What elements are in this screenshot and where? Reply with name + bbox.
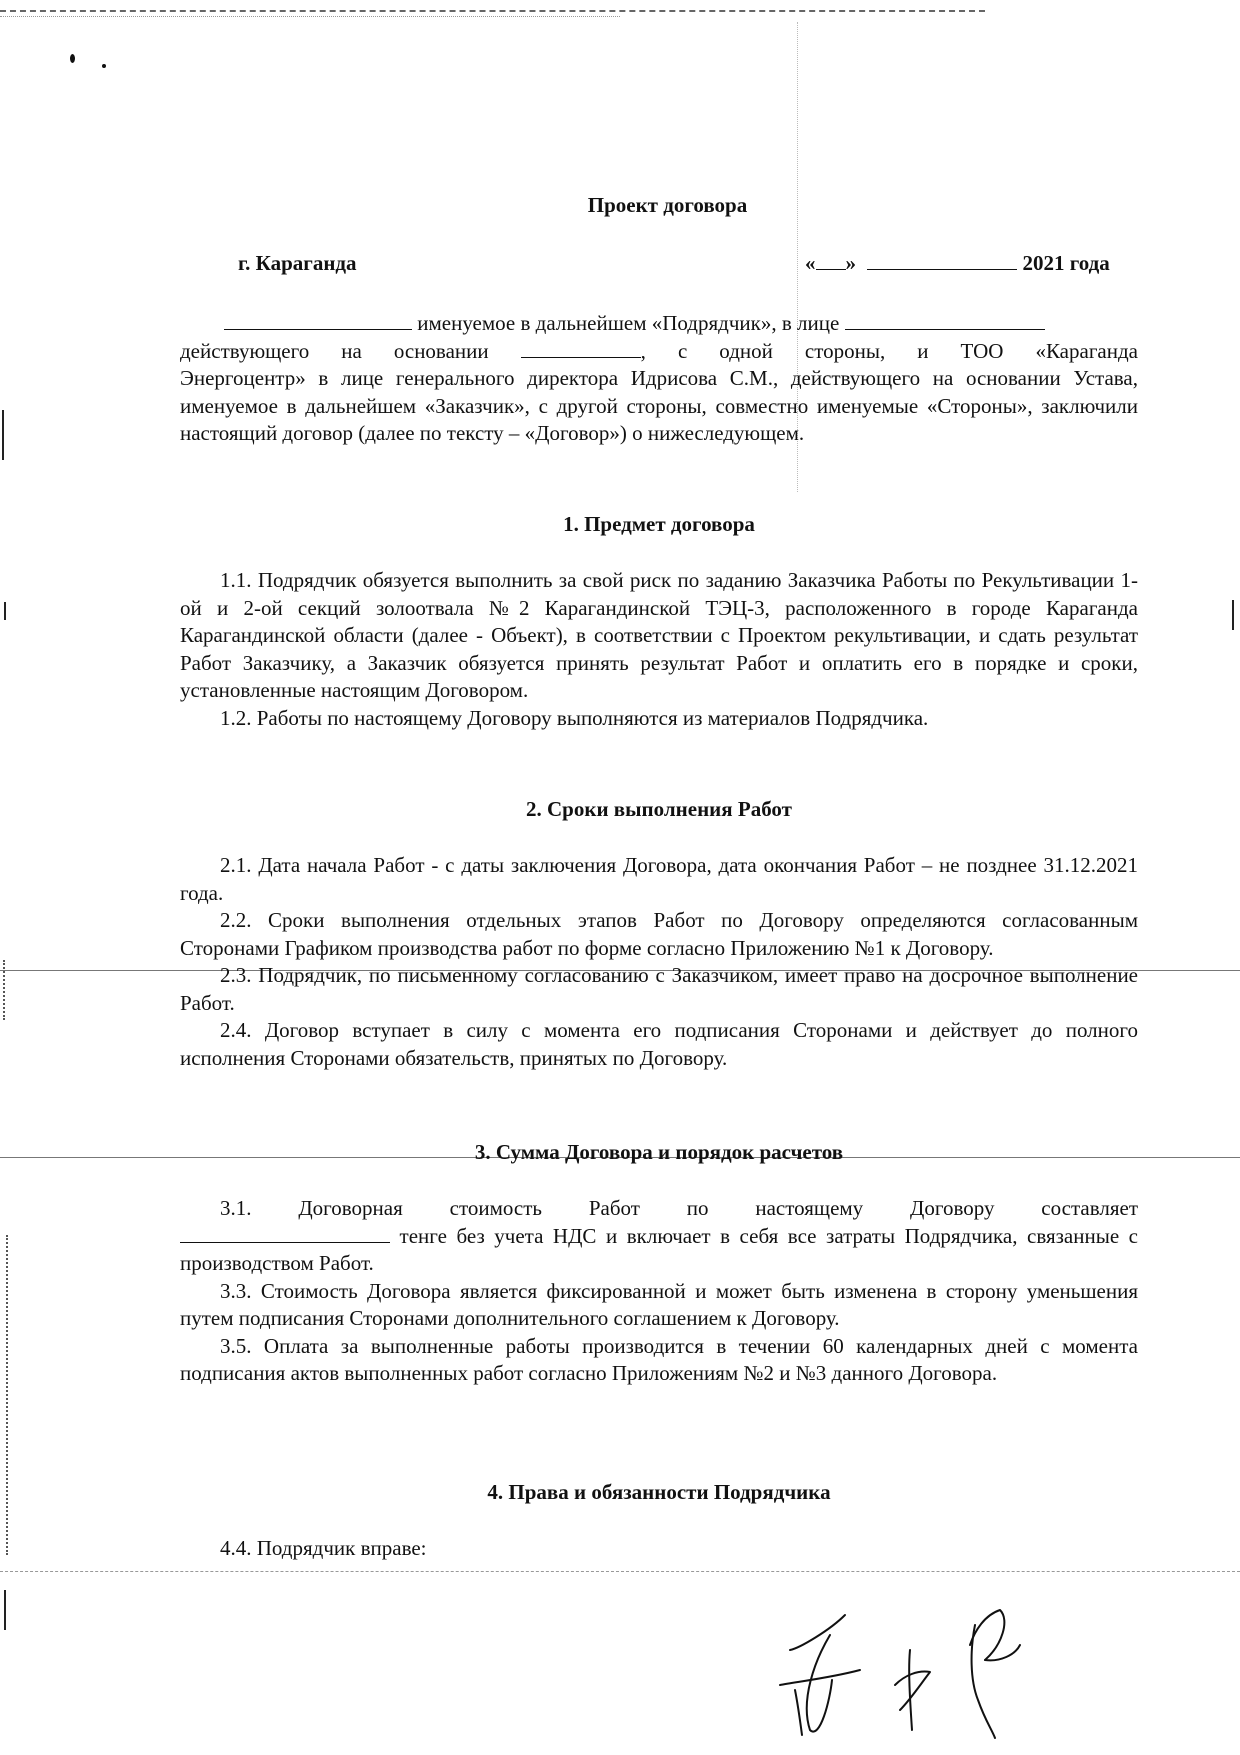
clause-4-4: 4.4. Подрядчик вправе:: [220, 1536, 427, 1560]
clause-2-2: 2.2. Сроки выполнения отдельных этапов Работ по Договору определяются согласованным Сторонами Графиком производства работ по форме согласно Приложению №1 к Договору.: [180, 908, 1138, 960]
preamble-line2-b: , с одной стороны, и ТОО «Караганда: [640, 338, 1139, 363]
document-title: Проект договора: [587, 193, 748, 217]
scan-edge-mark: [4, 602, 6, 620]
clause-3-5: 3.5. Оплата за выполненные работы производится в течении 60 календарных дней с момента подписания актов выполненных работ согласно Приложениям №2 и №3 данного Договора.: [180, 1333, 1138, 1385]
contractor-rep-blank: [845, 311, 1045, 330]
contractor-basis-blank: [521, 339, 641, 358]
clause-2-3: 2.3. Подрядчик, по письменному согласованию с Заказчиком, имеет право на досрочное выполнение Работ.: [180, 963, 1138, 1015]
scan-edge-mark: [6, 1235, 8, 1555]
date-day-blank: [816, 251, 846, 270]
preamble: [180, 310, 1138, 448]
scan-artifact-horizontal-line: [0, 1571, 1240, 1572]
contract-amount-blank: [180, 1224, 390, 1243]
preamble-line1: именуемое в дальнейшем «Подрядчик», в лице: [417, 311, 840, 335]
section-4-body: [180, 1535, 1138, 1563]
section-1-heading: 1. Предмет договора: [563, 512, 755, 536]
scan-edge-mark: [2, 410, 4, 460]
section-3-heading: 3. Сумма Договора и порядок расчетов: [474, 1140, 844, 1164]
clause-1-2: 1.2. Работы по настоящему Договору выполняются из материалов Подрядчика.: [220, 705, 929, 730]
preamble-line2-a: действующего на основании: [180, 338, 489, 363]
clause-1-1: 1.1. Подрядчик обязуется выполнить за свой риск по заданию Заказчика Работы по Рекультивации 1-ой и 2-ой секций золоотвала №2 Карагандинской ТЭЦ-3, расположенного в городе Караганда Карагандинской области (далее - Объект), в соответствии с Проектом рекультивации, и сдать результат Работ Заказчику, а Заказчик обязуется принять результат Работ и оплатить его в порядке и сроки, установленные настоящим Договором.: [180, 568, 1138, 702]
clause-2-1: 2.1. Дата начала Работ - с даты заключения Договора, дата окончания Работ – не позднее 31.12.2021 года.: [180, 853, 1138, 905]
section-3-body: [180, 1195, 1138, 1388]
clause-3-3: 3.3. Стоимость Договора является фиксированной и может быть изменена в сторону уменьшения путем подписания Сторонами дополнительного соглашением к Договору.: [180, 1278, 1138, 1330]
city-label: г. Караганда: [238, 251, 357, 275]
date-year: 2021 года: [1022, 251, 1110, 275]
clause-3-1-rest: тенге без учета НДС и включает в себя все затраты Подрядчика, связанные с производством Работ.: [180, 1223, 1138, 1275]
date-quote-open: «: [805, 251, 816, 275]
scan-artifact-top-line: [0, 10, 985, 12]
scan-edge-mark: [4, 1590, 6, 1630]
scan-speck: [102, 64, 106, 68]
section-2-body: [180, 852, 1138, 1072]
preamble-rest: Энергоцентр» в лице генерального директора Идрисова С.М., действующего на основании Устава, именуемое в дальнейшем «Заказчик», с другой стороны, совместно именуемые «Стороны», заключили настоящий договор (далее по тексту – «Договор») о нижеследующем.: [180, 366, 1138, 445]
contractor-name-blank: [224, 311, 412, 330]
section-2-heading: 2. Сроки выполнения Работ: [526, 797, 792, 821]
section-1-body: [180, 567, 1138, 732]
scan-speck: [70, 54, 75, 63]
handwritten-initials: [770, 1590, 1030, 1740]
clause-2-4: 2.4. Договор вступает в силу с момента его подписания Сторонами и действует до полного исполнения Сторонами обязательств, принятых по Договору.: [180, 1018, 1138, 1070]
scan-edge-mark: [1232, 600, 1234, 630]
scan-artifact-top-line: [0, 16, 620, 17]
section-4-heading: 4. Права и обязанности Подрядчика: [487, 1480, 831, 1504]
scan-edge-mark: [3, 960, 5, 1020]
date-quote-close: »: [845, 251, 856, 275]
date-month-blank: [867, 251, 1017, 270]
clause-3-1-line1: 3.1. Договорная стоимость Работ по настоящему Договору составляет: [220, 1196, 1138, 1220]
contract-date: [805, 251, 1110, 276]
